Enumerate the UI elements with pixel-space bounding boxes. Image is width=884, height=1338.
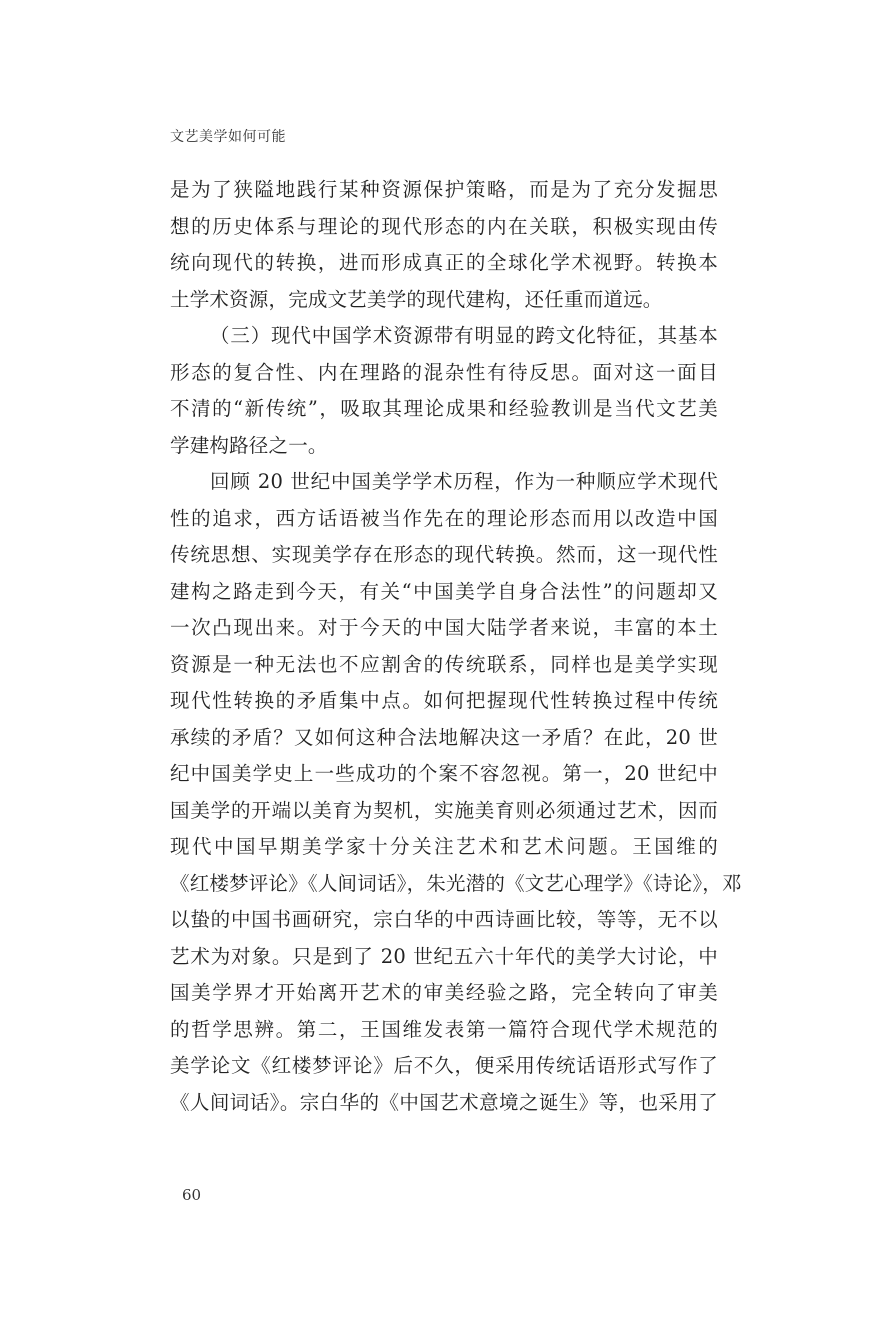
page-number: 60 <box>182 1186 202 1204</box>
text-line: 想的历史体系与理论的现代形态的内在关联，积极实现由传 <box>170 214 718 238</box>
body-text <box>170 172 742 1121</box>
text-line: 承续的矛盾？又如何这种合法地解决这一矛盾？在此，20 世 <box>170 725 718 749</box>
text-line: 《红楼梦评论》《人间词话》，朱光潜的《文艺心理学》《诗论》，邓 <box>170 871 742 895</box>
text-line: 国美学界才开始离开艺术的审美经验之路，完全转向了审美 <box>170 981 718 1004</box>
text-line: 学建构路径之一。 <box>170 433 328 457</box>
text-line: 性的追求，西方话语被当作先在的理论形态而用以改造中国 <box>170 506 718 530</box>
text-line: 现代中国早期美学家十分关注艺术和艺术问题。王国维的 <box>170 835 718 858</box>
text-line: 一次凸现出来。对于今天的中国大陆学者来说，丰富的本土 <box>170 616 718 639</box>
text-line: 形态的复合性、内在理路的混杂性有待反思。面对这一面目 <box>170 360 718 384</box>
text-line: 建构之路走到今天，有关“中国美学自身合法性”的问题却又 <box>170 579 718 603</box>
running-header: 文艺美学如何可能 <box>170 129 286 145</box>
text-line: 美学论文《红楼梦评论》后不久，便采用传统话语形式写作了 <box>170 1054 718 1077</box>
text-line: 国美学的开端以美育为契机，实施美育则必须通过艺术，因而 <box>170 798 718 822</box>
text-line: 的哲学思辨。第二，王国维发表第一篇符合现代学术规范的 <box>170 1017 718 1041</box>
text-line: 传统思想、实现美学存在形态的现代转换。然而，这一现代性 <box>170 543 718 566</box>
text-line: 以蛰的中国书画研究，宗白华的中西诗画比较，等等，无不以 <box>170 908 718 931</box>
text-line: 土学术资源，完成文艺美学的现代建构，还任重而道远。 <box>170 287 663 311</box>
text-line: 《人间词话》。宗白华的《中国艺术意境之诞生》等，也采用了 <box>170 1090 718 1114</box>
text-line: 不清的“新传统”，吸取其理论成果和经验教训是当代文艺美 <box>170 397 718 420</box>
text-line: （三）现代中国学术资源带有明显的跨文化特征，其基本 <box>210 324 718 347</box>
text-line: 资源是一种无法也不应割舍的传统联系，同样也是美学实现 <box>170 652 718 676</box>
text-line: 现代性转换的矛盾集中点。如何把握现代性转换过程中传统 <box>170 689 718 712</box>
text-line: 是为了狭隘地践行某种资源保护策略，而是为了充分发掘思 <box>170 178 718 201</box>
text-line: 纪中国美学史上一些成功的个案不容忽视。第一，20 世纪中 <box>170 762 718 785</box>
text-line: 回顾 20 世纪中国美学学术历程，作为一种顺应学术现代 <box>210 470 718 493</box>
text-line: 统向现代的转换，进而形成真正的全球化学术视野。转换本 <box>170 251 718 274</box>
text-line: 艺术为对象。只是到了 20 世纪五六十年代的美学大讨论，中 <box>170 944 718 968</box>
